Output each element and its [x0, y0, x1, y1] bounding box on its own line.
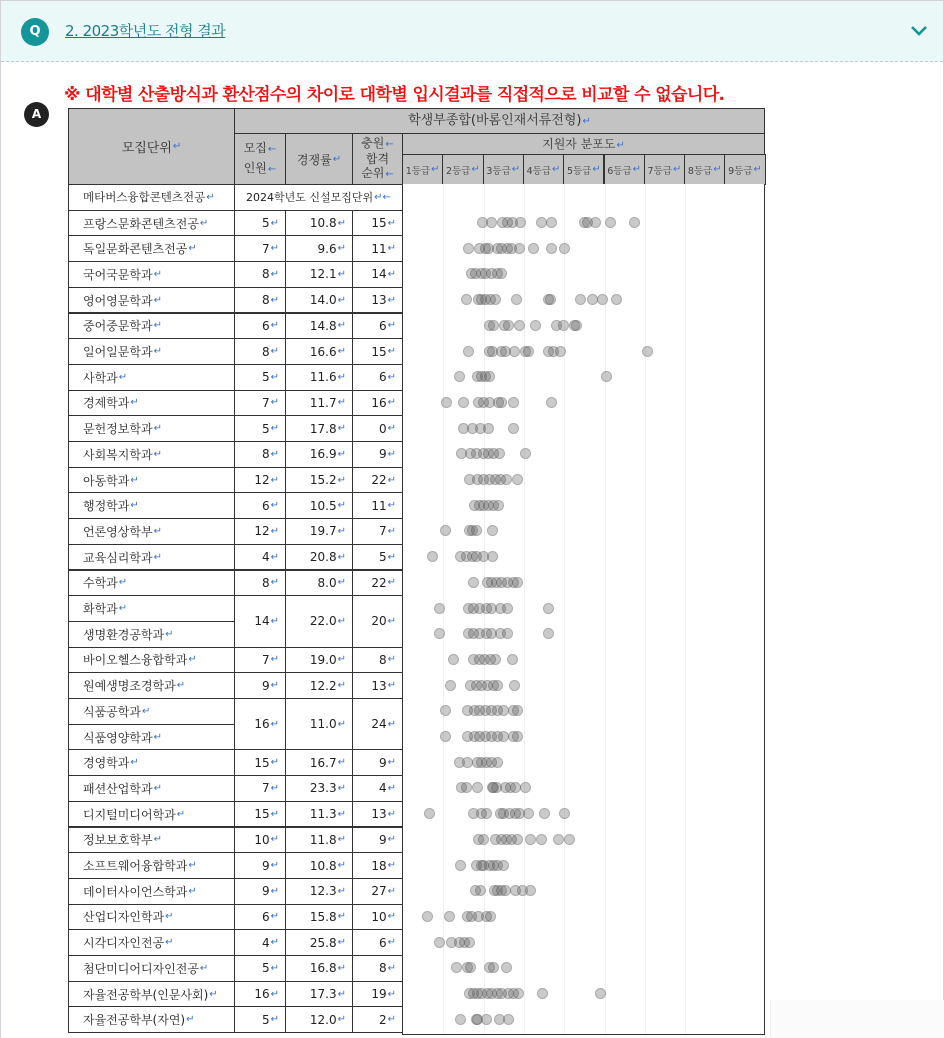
- row-competition-rate: 8.0 ↵: [285, 570, 353, 597]
- applicant-dot: [508, 423, 519, 434]
- applicant-dot: [502, 628, 513, 639]
- applicant-dot: [553, 834, 564, 845]
- applicant-dot: [444, 911, 455, 922]
- row-quota: 6 ↵: [234, 492, 286, 519]
- grade-gridline: [685, 184, 686, 1034]
- applicant-dot: [484, 371, 495, 382]
- applicant-dot: [448, 654, 459, 665]
- row-unit-name: 아동학과 ↵: [68, 467, 235, 494]
- row-rank: 9 ↵: [352, 749, 403, 776]
- row-quota: 8 ↵: [234, 338, 286, 365]
- applicant-dot: [559, 243, 570, 254]
- applicant-dot: [463, 243, 474, 254]
- row-rank: 24 ↵: [352, 698, 403, 750]
- row-competition-rate: 12.1 ↵: [285, 261, 353, 288]
- row-quota: 8 ↵: [234, 441, 286, 468]
- applicant-dot: [465, 962, 476, 973]
- applicant-dot: [498, 731, 509, 742]
- applicant-dot: [434, 628, 445, 639]
- applicant-dot: [528, 243, 539, 254]
- applicant-dot: [451, 962, 462, 973]
- row-competition-rate: 19.0 ↵: [285, 647, 353, 674]
- row-rank: 19 ↵: [352, 981, 403, 1008]
- applicant-dot: [440, 705, 451, 716]
- row-unit-name: 산업디자인학과 ↵: [68, 904, 235, 931]
- applicant-dot: [434, 603, 445, 614]
- row-rank: 22 ↵: [352, 467, 403, 494]
- grade-gridline: [645, 184, 646, 1034]
- row-competition-rate: 16.8 ↵: [285, 955, 353, 982]
- row-quota: 8 ↵: [234, 261, 286, 288]
- row-unit-name: 식품영양학과 ↵: [68, 724, 235, 751]
- applicant-dot: [514, 243, 525, 254]
- row-rank: 8 ↵: [352, 955, 403, 982]
- row-competition-rate: 9.6 ↵: [285, 235, 353, 262]
- row-quota: 15 ↵: [234, 749, 286, 776]
- row-rank: 9 ↵: [352, 827, 403, 854]
- row-quota: 9 ↵: [234, 672, 286, 699]
- applicant-dot: [525, 834, 536, 845]
- applicant-dot: [575, 294, 586, 305]
- table-row-new-unit: 메타버스융합콘텐츠전공 ↵: [68, 184, 235, 211]
- row-competition-rate: 11.6 ↵: [285, 364, 353, 391]
- applicant-dot: [597, 294, 608, 305]
- row-rank: 16 ↵: [352, 390, 403, 417]
- applicant-dot: [512, 474, 523, 485]
- applicant-dot: [520, 782, 531, 793]
- applicant-dot: [487, 525, 498, 536]
- row-unit-name: 국어국문학과 ↵: [68, 261, 235, 288]
- row-rank: 10 ↵: [352, 904, 403, 931]
- row-quota: 12 ↵: [234, 467, 286, 494]
- row-rank: 9 ↵: [352, 441, 403, 468]
- applicant-dot: [496, 397, 507, 408]
- applicant-dot: [546, 217, 557, 228]
- distribution-chart: [402, 184, 765, 1035]
- applicant-dot: [536, 834, 547, 845]
- row-unit-name: 식품공학과 ↵: [68, 698, 235, 725]
- row-competition-rate: 15.8 ↵: [285, 904, 353, 931]
- header-distribution: 지원자 분포도↵: [402, 133, 765, 155]
- row-competition-rate: 17.8 ↵: [285, 415, 353, 442]
- applicant-dot: [455, 1014, 466, 1025]
- row-unit-name: 원예생명조경학과 ↵: [68, 672, 235, 699]
- applicant-dot: [503, 320, 514, 331]
- row-unit-name: 디지털미디어학과 ↵: [68, 801, 235, 828]
- applicant-dot: [559, 808, 570, 819]
- row-quota: 15 ↵: [234, 801, 286, 828]
- row-unit-name: 시각디자인전공 ↵: [68, 929, 235, 956]
- applicant-dot: [458, 397, 469, 408]
- row-quota: 5 ↵: [234, 210, 286, 237]
- row-unit-name: 영어영문학과 ↵: [68, 287, 235, 314]
- row-competition-rate: 17.3 ↵: [285, 981, 353, 1008]
- row-competition-rate: 11.3 ↵: [285, 801, 353, 828]
- row-competition-rate: 12.2 ↵: [285, 672, 353, 699]
- row-competition-rate: 11.7 ↵: [285, 390, 353, 417]
- row-unit-name: 경영학과 ↵: [68, 749, 235, 776]
- row-quota: 7 ↵: [234, 647, 286, 674]
- applicant-dot: [488, 962, 499, 973]
- row-unit-name: 프랑스문화콘텐츠전공 ↵: [68, 210, 235, 237]
- applicant-dot: [530, 320, 541, 331]
- applicant-dot: [545, 294, 556, 305]
- header-unit: 모집단위 ↵: [68, 108, 235, 185]
- answer-badge: A: [24, 102, 49, 127]
- applicant-dot: [507, 654, 518, 665]
- row-rank: 6 ↵: [352, 313, 403, 340]
- applicant-dot: [486, 217, 497, 228]
- question-header[interactable]: [0, 0, 944, 62]
- row-unit-name: 화학과 ↵: [68, 595, 235, 622]
- applicant-dot: [611, 294, 622, 305]
- grade-gridline: [564, 184, 565, 1034]
- row-quota: 6 ↵: [234, 904, 286, 931]
- applicant-dot: [536, 217, 547, 228]
- row-rank: 14 ↵: [352, 261, 403, 288]
- applicant-dot: [642, 346, 653, 357]
- applicant-dot: [478, 834, 489, 845]
- row-unit-name: 생명환경공학과 ↵: [68, 621, 235, 648]
- row-unit-name: 중어중문학과 ↵: [68, 313, 235, 340]
- header-grade-9: 9등급 ↵: [724, 154, 765, 185]
- applicant-dot: [487, 551, 498, 562]
- row-unit-name: 자율전공학부(인문사회) ↵: [68, 981, 235, 1008]
- row-quota: 12 ↵: [234, 518, 286, 545]
- applicant-dot: [546, 243, 557, 254]
- row-quota: 16 ↵: [234, 981, 286, 1008]
- applicant-dot: [558, 320, 569, 331]
- applicant-dot: [483, 423, 494, 434]
- row-rank: 15 ↵: [352, 338, 403, 365]
- row-quota: 8 ↵: [234, 287, 286, 314]
- applicant-dot: [485, 911, 496, 922]
- applicant-dot: [520, 448, 531, 459]
- applicant-dot: [509, 680, 520, 691]
- applicant-dot: [587, 294, 598, 305]
- header-quota: 모집← 인원←: [234, 133, 286, 185]
- applicant-dot: [481, 1014, 492, 1025]
- applicant-dot: [424, 808, 435, 819]
- row-rank: 7 ↵: [352, 518, 403, 545]
- applicant-dot: [501, 474, 512, 485]
- row-unit-name: 첨단미디어디자인전공 ↵: [68, 955, 235, 982]
- applicant-dot: [525, 885, 536, 896]
- applicant-dot: [564, 834, 575, 845]
- row-competition-rate: 25.8 ↵: [285, 929, 353, 956]
- row-competition-rate: 20.8 ↵: [285, 544, 353, 571]
- row-competition-rate: 12.0 ↵: [285, 1006, 353, 1033]
- applicant-dot: [512, 731, 523, 742]
- row-quota: 5 ↵: [234, 955, 286, 982]
- applicant-dot: [461, 782, 472, 793]
- notice-text: ※ 대학별 산출방식과 환산점수의 차이로 대학별 입시결과를 직접적으로 비교할 수 없습니다.: [64, 85, 725, 105]
- row-quota: 10 ↵: [234, 827, 286, 854]
- applicant-dot: [605, 217, 616, 228]
- applicant-dot: [502, 603, 513, 614]
- applicant-dot: [462, 757, 473, 768]
- row-rank: 6 ↵: [352, 364, 403, 391]
- row-unit-name: 독일문화콘텐츠전공 ↵: [68, 235, 235, 262]
- row-quota: 16 ↵: [234, 698, 286, 750]
- applicant-dot: [461, 294, 472, 305]
- row-competition-rate: 10.8 ↵: [285, 852, 353, 879]
- applicant-dot: [543, 603, 554, 614]
- row-quota: 5 ↵: [234, 415, 286, 442]
- applicant-dot: [508, 397, 519, 408]
- applicant-dot: [590, 217, 601, 228]
- applicant-dot: [475, 885, 486, 896]
- applicant-dot: [501, 962, 512, 973]
- row-rank: 13 ↵: [352, 672, 403, 699]
- row-rank: 0 ↵: [352, 415, 403, 442]
- applicant-dot: [454, 371, 465, 382]
- new-unit-note: 2024학년도 신설모집단위 ↵←: [234, 184, 403, 211]
- grade-gridline: [605, 184, 606, 1034]
- applicant-dot: [472, 782, 483, 793]
- applicant-dot: [481, 808, 492, 819]
- applicant-dot: [571, 320, 582, 331]
- row-competition-rate: 11.8 ↵: [285, 827, 353, 854]
- applicant-dot: [440, 525, 451, 536]
- applicant-dot: [509, 346, 520, 357]
- applicant-dot: [523, 808, 534, 819]
- header-grade-2: 2등급 ↵: [442, 154, 483, 185]
- row-rank: 4 ↵: [352, 775, 403, 802]
- header-admission-type: 학생부종합(바롬인재서류전형)↵: [234, 108, 765, 134]
- row-quota: 4 ↵: [234, 544, 286, 571]
- applicant-dot: [601, 371, 612, 382]
- applicant-dot: [498, 860, 509, 871]
- row-rank: 11 ↵: [352, 492, 403, 519]
- applicant-dot: [434, 937, 445, 948]
- applicant-dot: [471, 525, 482, 536]
- question-badge: Q: [21, 18, 49, 46]
- row-unit-name: 바이오헬스융합학과 ↵: [68, 647, 235, 674]
- row-rank: 11 ↵: [352, 235, 403, 262]
- row-competition-rate: 10.8 ↵: [285, 210, 353, 237]
- row-competition-rate: 16.9 ↵: [285, 441, 353, 468]
- row-quota: 14 ↵: [234, 595, 286, 647]
- applicant-dot: [493, 500, 504, 511]
- applicant-dot: [629, 217, 640, 228]
- row-rank: 13 ↵: [352, 287, 403, 314]
- row-unit-name: 패션산업학과 ↵: [68, 775, 235, 802]
- row-competition-rate: 15.2 ↵: [285, 467, 353, 494]
- applicant-dot: [441, 397, 452, 408]
- applicant-dot: [595, 988, 606, 999]
- row-quota: 7 ↵: [234, 235, 286, 262]
- applicant-dot: [492, 680, 503, 691]
- applicant-dot: [515, 217, 526, 228]
- applicant-dot: [490, 654, 501, 665]
- applicant-dot: [463, 346, 474, 357]
- header-grade-8: 8등급 ↵: [684, 154, 725, 185]
- applicant-dot: [512, 705, 523, 716]
- applicant-dot: [427, 551, 438, 562]
- applicant-dot: [498, 705, 509, 716]
- applicant-dot: [512, 834, 523, 845]
- applicant-dot: [468, 577, 479, 588]
- row-competition-rate: 16.7 ↵: [285, 749, 353, 776]
- row-unit-name: 행정학과 ↵: [68, 492, 235, 519]
- row-unit-name: 일어일문학과 ↵: [68, 338, 235, 365]
- applicant-dot: [513, 988, 524, 999]
- applicant-dot: [512, 577, 523, 588]
- applicant-dot: [488, 320, 499, 331]
- applicant-dot: [514, 320, 525, 331]
- row-quota: 6 ↵: [234, 313, 286, 340]
- row-quota: 9 ↵: [234, 878, 286, 905]
- row-unit-name: 언론영상학부 ↵: [68, 518, 235, 545]
- row-quota: 8 ↵: [234, 570, 286, 597]
- applicant-dot: [537, 988, 548, 999]
- row-unit-name: 정보보호학부 ↵: [68, 827, 235, 854]
- applicant-dot: [523, 346, 534, 357]
- row-competition-rate: 12.3 ↵: [285, 878, 353, 905]
- header-competition: 경쟁률 ↵: [285, 133, 353, 185]
- applicant-dot: [539, 808, 550, 819]
- row-competition-rate: 14.8 ↵: [285, 313, 353, 340]
- applicant-dot: [464, 937, 475, 948]
- row-unit-name: 수학과 ↵: [68, 570, 235, 597]
- row-rank: 27 ↵: [352, 878, 403, 905]
- row-rank: 18 ↵: [352, 852, 403, 879]
- grade-gridline: [524, 184, 525, 1034]
- applicant-dot: [543, 628, 554, 639]
- row-competition-rate: 16.6 ↵: [285, 338, 353, 365]
- applicant-dot: [494, 448, 505, 459]
- applicant-dot: [503, 1014, 514, 1025]
- row-quota: 7 ↵: [234, 775, 286, 802]
- applicant-dot: [440, 731, 451, 742]
- header-grade-5: 5등급 ↵: [563, 154, 604, 185]
- row-unit-name: 교육심리학과 ↵: [68, 544, 235, 571]
- row-unit-name: 사회복지학과 ↵: [68, 441, 235, 468]
- row-unit-name: 경제학과 ↵: [68, 390, 235, 417]
- applicant-dot: [496, 268, 507, 279]
- row-quota: 4 ↵: [234, 929, 286, 956]
- row-rank: 8 ↵: [352, 647, 403, 674]
- header-grade-4: 4등급 ↵: [523, 154, 564, 185]
- applicant-dot: [500, 885, 511, 896]
- row-quota: 5 ↵: [234, 1006, 286, 1033]
- row-quota: 9 ↵: [234, 852, 286, 879]
- row-competition-rate: 23.3 ↵: [285, 775, 353, 802]
- row-rank: 5 ↵: [352, 544, 403, 571]
- row-rank: 2 ↵: [352, 1006, 403, 1033]
- row-rank: 6 ↵: [352, 929, 403, 956]
- header-grade-1: 1등급 ↵: [402, 154, 443, 185]
- applicant-dot: [510, 782, 521, 793]
- question-title-link[interactable]: 2. 2023학년도 전형 결과: [65, 22, 226, 40]
- applicant-dot: [455, 860, 466, 871]
- applicant-dot: [546, 397, 557, 408]
- row-unit-name: 소프트웨어융합학과 ↵: [68, 852, 235, 879]
- row-competition-rate: 22.0 ↵: [285, 595, 353, 647]
- row-rank: 22 ↵: [352, 570, 403, 597]
- row-competition-rate: 19.7 ↵: [285, 518, 353, 545]
- applicant-dot: [555, 346, 566, 357]
- row-quota: 7 ↵: [234, 390, 286, 417]
- applicant-dot: [422, 911, 433, 922]
- header-grade-6: 6등급 ↵: [604, 154, 645, 185]
- header-rank: 충원← 합격 순위←: [352, 133, 403, 185]
- row-unit-name: 사학과 ↵: [68, 364, 235, 391]
- row-unit-name: 자율전공학부(자연) ↵: [68, 1006, 235, 1033]
- row-competition-rate: 11.0 ↵: [285, 698, 353, 750]
- row-rank: 15 ↵: [352, 210, 403, 237]
- row-unit-name: 데이터사이언스학과 ↵: [68, 878, 235, 905]
- row-competition-rate: 10.5 ↵: [285, 492, 353, 519]
- row-rank: 20 ↵: [352, 595, 403, 647]
- row-unit-name: 문헌정보학과 ↵: [68, 415, 235, 442]
- header-grade-7: 7등급 ↵: [644, 154, 685, 185]
- side-panel: [770, 1000, 944, 1038]
- applicant-dot: [445, 680, 456, 691]
- applicant-dot: [511, 294, 522, 305]
- chevron-down-icon[interactable]: [909, 23, 929, 37]
- row-rank: 13 ↵: [352, 801, 403, 828]
- header-grade-3: 3등급 ↵: [483, 154, 524, 185]
- row-competition-rate: 14.0 ↵: [285, 287, 353, 314]
- applicant-dot: [490, 294, 501, 305]
- row-quota: 5 ↵: [234, 364, 286, 391]
- applicant-dot: [492, 757, 503, 768]
